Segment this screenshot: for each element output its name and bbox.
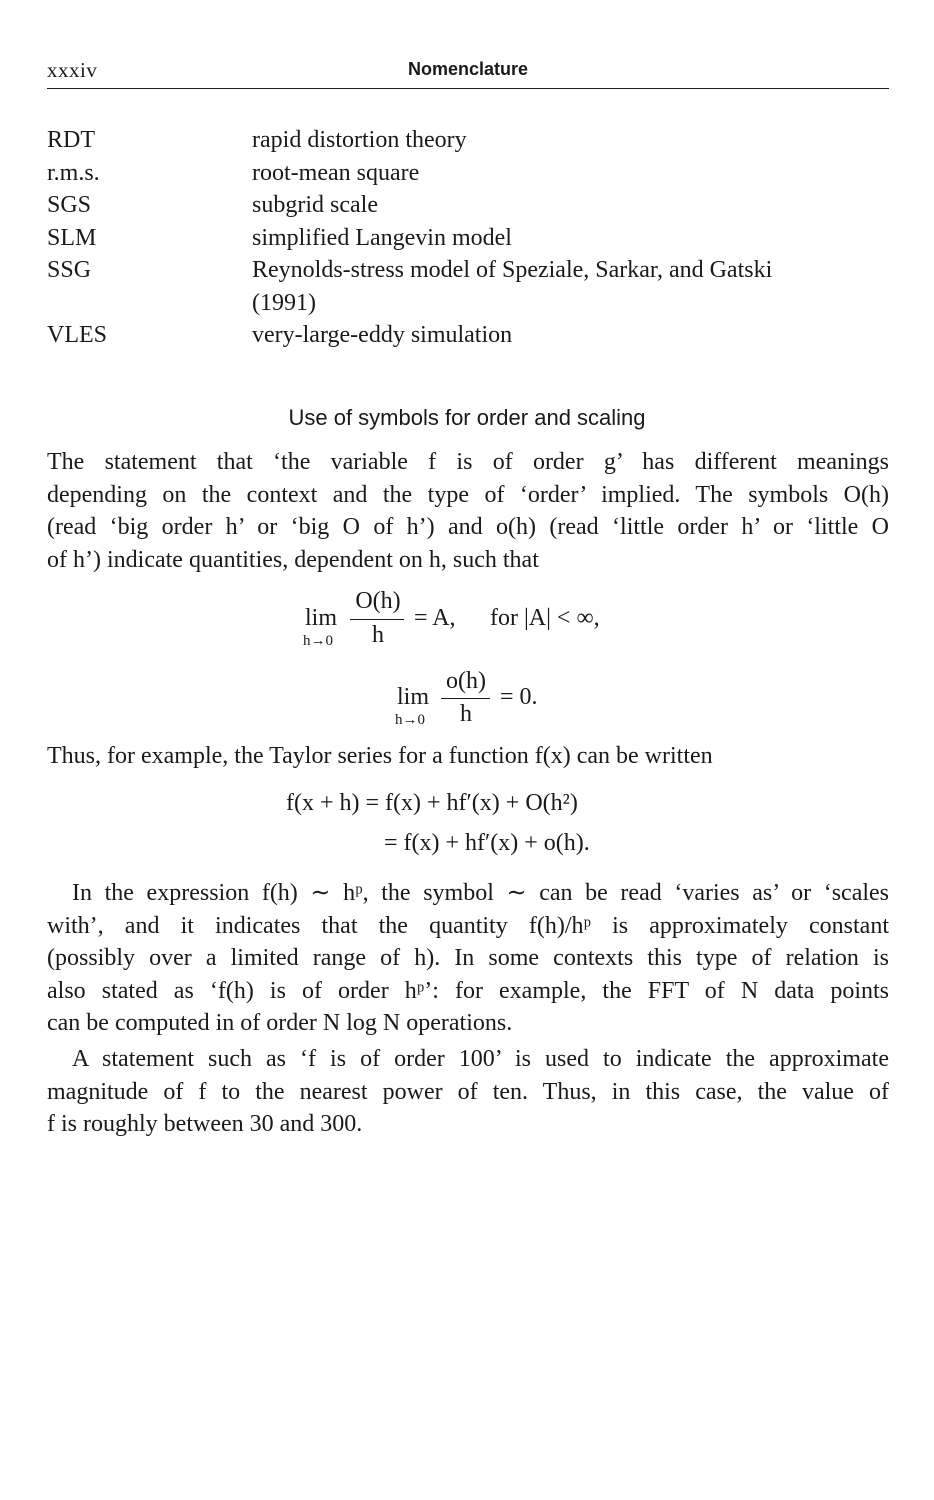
denominator-text: h (372, 622, 384, 648)
abbreviation-definition (252, 157, 889, 190)
page-number: xxxiv (47, 58, 98, 82)
lim-text: lim (397, 684, 430, 710)
limit-subscript: h→0 (303, 633, 333, 649)
fraction-bar (441, 698, 490, 699)
paragraph-magnitude (47, 1043, 889, 1141)
text-line: of h’) indicate quantities, dependent on h, such that (47, 546, 539, 573)
abbreviation-definition (252, 189, 889, 222)
section-heading: Use of symbols for order and scaling (288, 405, 646, 430)
text-line: also stated as ‘f(h) is of order hᵖ’: for example, the FFT of N data points (47, 977, 889, 1004)
definition-line: simplified Langevin model (252, 224, 512, 251)
abbreviation-definition (252, 222, 889, 255)
fraction-numerator (442, 668, 490, 695)
fraction-numerator (352, 588, 404, 615)
abbreviation-definition (252, 124, 889, 157)
abbreviation-term: SLM (47, 224, 97, 251)
equation-rhs: = A, (414, 605, 456, 631)
text-line: magnitude of f to the nearest power of ten. Thus, in this case, the value of (47, 1078, 889, 1105)
text-line: (read ‘big order h’ or ‘big O of h’) and o(h) (read ‘little order h’ or ‘little O (47, 514, 889, 540)
text-line: depending on the context and the type of ‘order’ implied. The symbols O(h) (47, 481, 889, 508)
page-header (47, 58, 889, 84)
fraction-denominator (352, 622, 404, 649)
fraction-denominator (442, 701, 490, 728)
numerator-text: O(h) (355, 588, 401, 614)
abbreviation-row (47, 222, 889, 255)
denominator-text: h (460, 701, 472, 727)
running-title: Nomenclature (407, 59, 529, 79)
limit-subscript: h→0 (395, 712, 425, 728)
definition-line: very-large-eddy simulation (252, 322, 513, 348)
abbreviation-definition (252, 319, 889, 352)
abbreviation-term: r.m.s. (47, 159, 100, 186)
limit-operator (395, 684, 430, 728)
abbreviation-term: RDT (47, 127, 95, 153)
limit-operator (303, 605, 338, 649)
definition-line: root-mean square (252, 159, 420, 186)
taylor-series-line-2: = f(x) + hf′(x) + o(h). (384, 830, 590, 856)
text-line: (possibly over a limited range of h). In some contexts this type of relation is (47, 945, 889, 971)
text-line: The statement that ‘the variable f is of order g’ has different meanings (47, 449, 889, 475)
definition-line: subgrid scale (252, 192, 378, 218)
abbreviation-row (47, 189, 889, 222)
paragraph-taylor-intro (47, 740, 889, 773)
paragraph-order-definition (47, 446, 889, 576)
lim-text: lim (305, 605, 338, 631)
abbreviation-term: VLES (47, 322, 107, 348)
abbreviation-row (47, 319, 889, 352)
text-line: f is roughly between 30 and 300. (47, 1111, 363, 1137)
text-line: can be computed in of order N log N operations. (47, 1010, 513, 1036)
numerator-text: o(h) (446, 668, 486, 694)
text-line: with’, and it indicates that the quantity f(h)/hᵖ is approximately constant (47, 912, 889, 939)
taylor-series-line-1: f(x + h) = f(x) + hf′(x) + O(h²) (286, 790, 578, 816)
text-line: A statement such as ‘f is of order 100’ is used to indicate the approximate (72, 1046, 889, 1072)
abbreviation-row (47, 157, 889, 190)
definition-line: Reynolds-stress model of Speziale, Sarkar, and Gatski (252, 257, 773, 283)
abbreviation-term: SGS (47, 192, 92, 218)
abbreviation-row (47, 254, 889, 319)
abbreviation-row (47, 124, 889, 157)
definition-line: rapid distortion theory (252, 127, 467, 153)
header-rule (47, 88, 889, 89)
fraction-bar (350, 619, 404, 620)
abbreviation-definition (252, 254, 889, 319)
text-line: Thus, for example, the Taylor series for a function f(x) can be written (47, 743, 713, 769)
abbreviation-term: SSG (47, 257, 92, 283)
text-line: In the expression f(h) ∼ hᵖ, the symbol ∼ can be read ‘varies as’ or ‘scales (72, 880, 889, 906)
abbreviation-list (47, 124, 889, 352)
equation-rhs: = 0. (500, 684, 538, 710)
definition-line: (1991) (252, 289, 316, 316)
paragraph-scaling (47, 877, 889, 1040)
equation-condition: for |A| < ∞, (490, 605, 600, 631)
